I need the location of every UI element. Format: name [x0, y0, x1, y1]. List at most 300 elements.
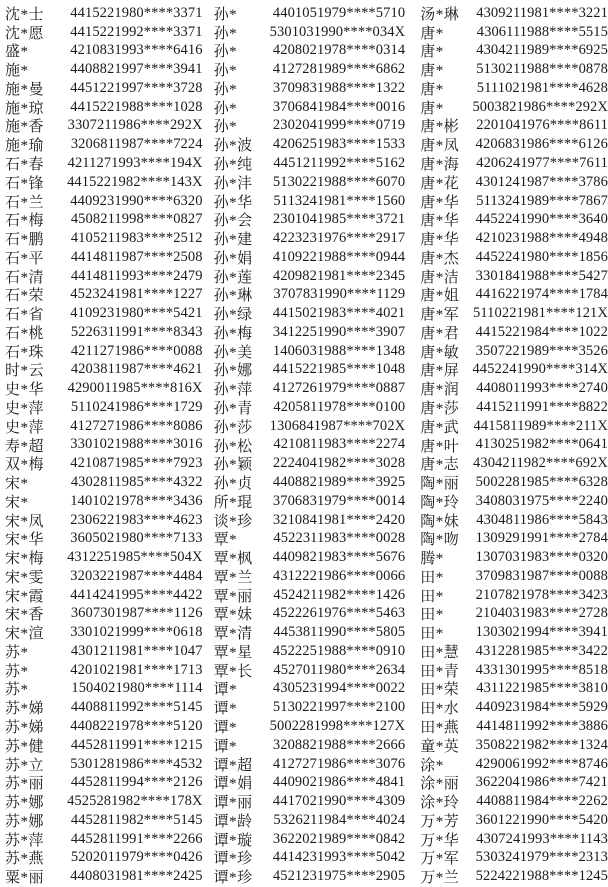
masked-id-number: 4312281985****3422 [475, 642, 608, 659]
masked-id-number: 4223231976****2917 [272, 230, 406, 247]
table-row [5, 436, 203, 455]
person-name: 苏*燕 [5, 851, 45, 868]
table-row [5, 154, 203, 173]
masked-id-number: 4453811990****5805 [273, 624, 406, 641]
table-row [420, 267, 608, 286]
table-row [5, 267, 203, 286]
masked-id-number: 4304211982****692X [473, 455, 608, 472]
person-name: 唐*彬 [420, 119, 460, 136]
person-name: 沈*士 [5, 6, 45, 23]
table-row [214, 79, 406, 98]
masked-id-number: 5002281998****127X [269, 717, 406, 734]
person-name: 史*萍 [5, 419, 45, 436]
masked-id-number: 4415221980****3371 [70, 4, 203, 21]
masked-id-number: 3307211986****292X [67, 117, 203, 134]
masked-id-number: 3206811987****7224 [70, 136, 203, 153]
person-name: 孙* [213, 81, 238, 98]
person-name: 宋*渲 [5, 626, 45, 643]
person-name: 陶*吻 [420, 532, 460, 549]
person-name: 孙*波 [213, 138, 253, 155]
masked-id-number: 5326211984****4024 [273, 811, 406, 828]
person-name: 孙*娜 [213, 363, 253, 380]
table-row [5, 623, 203, 642]
masked-id-number: 5226311991****8343 [70, 323, 203, 340]
table-row [420, 830, 608, 849]
person-name: 石*荣 [5, 288, 45, 305]
masked-id-number: 5111021981****4628 [476, 79, 608, 96]
masked-id-number: 4301211981****1047 [70, 642, 203, 659]
table-row [5, 773, 203, 792]
table-row [5, 586, 203, 605]
masked-id-number: 4414811992****3886 [476, 717, 608, 734]
person-name: 谭*珍 [213, 870, 253, 887]
table-row [420, 529, 608, 548]
table-row [420, 848, 608, 867]
person-name: 万*芳 [420, 813, 460, 830]
person-name: 孙*莎 [213, 419, 253, 436]
masked-id-number: 4210831993****6416 [70, 42, 203, 59]
table-row [5, 492, 203, 511]
masked-id-number: 4290061992****8746 [475, 755, 608, 772]
masked-id-number: 3301841988****5427 [475, 267, 608, 284]
table-row [420, 511, 608, 530]
masked-id-number: 5110221981****121X [473, 305, 608, 322]
table-row [420, 135, 608, 154]
masked-id-number: 1401021978****3436 [70, 492, 203, 509]
person-name: 施*瑜 [5, 138, 45, 155]
table-row [5, 811, 203, 830]
person-name: 施*香 [5, 119, 45, 136]
table-row [5, 680, 203, 699]
masked-id-number: 1504021980****1114 [71, 680, 203, 697]
person-name: 唐*君 [420, 325, 460, 342]
person-name: 施* [5, 63, 29, 80]
masked-id-number: 4201021981****1713 [70, 661, 203, 678]
masked-id-number: 4408821997****3941 [70, 61, 203, 78]
masked-id-number: 5301031990****034X [269, 23, 406, 40]
table-row [5, 60, 203, 79]
person-name: 谈*珍 [213, 513, 253, 530]
masked-id-number: 5113241981****1560 [273, 192, 406, 209]
person-name: 盛* [5, 44, 29, 61]
masked-id-number: 5130221997****2100 [272, 699, 406, 716]
table-row [420, 42, 608, 61]
table-row [214, 623, 406, 642]
masked-id-number: 5002281985****6328 [475, 474, 608, 491]
person-name: 童*英 [420, 738, 460, 755]
person-name: 覃*枫 [213, 551, 253, 568]
masked-id-number: 4508211998****0827 [70, 211, 203, 228]
person-name: 宋*华 [5, 532, 45, 549]
person-name: 谭*龄 [213, 813, 253, 830]
table-row [420, 417, 608, 436]
masked-id-number: 4525281982****178X [67, 793, 203, 810]
table-row [214, 567, 406, 586]
table-row [420, 23, 608, 42]
table-row [214, 680, 406, 699]
masked-id-number: 1309291991****2784 [475, 530, 608, 547]
masked-id-number: 4206241977****7611 [476, 155, 608, 171]
person-name: 史*华 [5, 382, 45, 399]
table-row [420, 436, 608, 455]
masked-id-number: 4109231980****5421 [70, 305, 203, 322]
masked-id-number: 4307241993****1143 [476, 830, 608, 847]
table-row [5, 210, 203, 229]
masked-id-number: 3709831988****1322 [272, 79, 406, 96]
person-name: 石*清 [5, 269, 45, 286]
person-name: 谭* [213, 682, 238, 699]
masked-id-number: 4409231984****5929 [475, 699, 608, 716]
table-row [5, 398, 203, 417]
person-name: 石*梅 [5, 213, 45, 230]
masked-id-number: 2104031983****2728 [475, 605, 608, 622]
table-row [5, 192, 203, 211]
table-row [214, 454, 406, 473]
person-name: 涂* [420, 757, 444, 774]
person-name: 腾* [420, 551, 444, 568]
table-row [420, 698, 608, 717]
person-name: 唐*海 [420, 157, 460, 174]
masked-id-number: 4522261976****5463 [272, 605, 406, 622]
table-row [5, 830, 203, 849]
person-name: 苏*立 [5, 757, 45, 774]
masked-id-number: 5303241979****2313 [475, 849, 608, 866]
masked-id-number: 4203811987****4621 [70, 361, 203, 378]
masked-id-number: 5110241986****1729 [70, 398, 203, 415]
masked-id-number: 5003821986****292X [472, 98, 608, 115]
masked-id-number: 2306221983****4623 [70, 511, 203, 528]
person-name: 唐*屏 [420, 363, 460, 380]
table-row [214, 117, 406, 136]
table-row [214, 267, 406, 286]
masked-id-number: 4211271986****0088 [70, 342, 203, 359]
person-name: 施*曼 [5, 81, 45, 98]
person-name: 孙*绿 [213, 307, 253, 324]
masked-id-number: 4415211991****8822 [476, 398, 608, 415]
table-row [5, 229, 203, 248]
person-name: 田*水 [420, 701, 460, 718]
person-name: 陶*妹 [420, 513, 460, 530]
table-row [5, 304, 203, 323]
person-name: 唐*军 [420, 307, 460, 324]
masked-id-number: 4408821989****3925 [272, 474, 406, 491]
masked-id-number: 4304211989****6925 [476, 42, 608, 59]
person-name: 谭*丽 [213, 795, 253, 812]
masked-id-number: 4414811987****2508 [70, 248, 203, 265]
person-name: 石*锋 [5, 175, 45, 192]
table-row [214, 323, 406, 342]
table-row [214, 755, 406, 774]
table-row [420, 586, 608, 605]
table-row [5, 379, 203, 398]
masked-id-number: 4414231993****5042 [272, 849, 406, 866]
table-row [214, 23, 406, 42]
table-row [5, 98, 203, 117]
person-name: 唐*志 [420, 457, 460, 474]
table-row [420, 248, 608, 267]
masked-id-number: 4127261979****0887 [272, 380, 406, 397]
masked-id-number: 4331301995****8518 [475, 661, 608, 678]
person-name: 时*云 [5, 363, 45, 380]
masked-id-number: 4408811992****5145 [70, 699, 203, 716]
masked-id-number: 4409231990****6320 [70, 192, 203, 209]
masked-id-number: 4527011980****2634 [273, 661, 406, 678]
table-row [5, 342, 203, 361]
table-row [420, 117, 608, 136]
person-name: 孙*华 [213, 194, 253, 211]
person-name: 田*青 [420, 663, 460, 680]
person-name: 唐*姐 [420, 288, 460, 305]
masked-id-number: 4290011985****816X [67, 380, 203, 397]
person-name: 覃* [213, 532, 238, 549]
table-row [214, 361, 406, 380]
masked-id-number: 4417021990****4309 [272, 793, 406, 810]
masked-id-number: 4415221988****1028 [70, 98, 203, 115]
masked-id-number: 4451211992****5162 [273, 155, 406, 171]
masked-id-number: 4304811986****5843 [476, 511, 608, 528]
person-name: 唐*花 [420, 175, 460, 192]
table-row [5, 567, 203, 586]
masked-id-number: 4205811978****0100 [273, 398, 406, 415]
masked-id-number: 4415221982****143X [67, 173, 203, 190]
person-name: 石*鹏 [5, 232, 45, 249]
person-name: 孙* [213, 63, 238, 80]
masked-id-number: 4452811991****2266 [70, 830, 203, 847]
table-row [214, 698, 406, 717]
masked-id-number: 4302811985****4322 [70, 474, 203, 491]
table-row [420, 755, 608, 774]
masked-id-number: 4105211983****2512 [70, 230, 203, 247]
person-name: 石*平 [5, 250, 45, 267]
table-row [420, 623, 608, 642]
table-row [214, 342, 406, 361]
table-row [420, 773, 608, 792]
table-row [214, 229, 406, 248]
table-row [5, 79, 203, 98]
table-row [420, 79, 608, 98]
table-row [214, 848, 406, 867]
table-row [420, 867, 608, 886]
table-row [214, 135, 406, 154]
masked-id-number: 3507221989****3526 [475, 342, 608, 359]
person-name: 涂*丽 [420, 776, 460, 793]
masked-id-number: 4312251985****504X [67, 549, 203, 566]
masked-id-number: 3709831987****0088 [475, 567, 608, 584]
table-row [214, 154, 406, 173]
table-row [214, 605, 406, 624]
person-name: 陶*丽 [420, 476, 460, 493]
table-row [214, 867, 406, 886]
person-name: 唐*敏 [420, 344, 460, 361]
person-name: 覃*兰 [213, 569, 253, 586]
table-row [214, 492, 406, 511]
person-name: 唐*华 [420, 232, 460, 249]
table-row [420, 285, 608, 304]
masked-id-number: 2302041999****0719 [272, 117, 406, 134]
table-row [214, 548, 406, 567]
person-name: 唐*杰 [420, 250, 460, 267]
person-name: 孙* [213, 100, 238, 117]
table-row [5, 361, 203, 380]
masked-id-number: 1307031983****0320 [475, 549, 608, 566]
masked-id-number: 4408011993****2740 [476, 380, 608, 397]
table-row [420, 792, 608, 811]
masked-id-number: 4211271993****194X [67, 155, 203, 171]
person-name: 孙*纯 [213, 157, 253, 174]
table-row [420, 4, 608, 23]
masked-id-number: 5202011979****0426 [70, 849, 203, 866]
masked-id-number: 4522251988****0910 [272, 642, 406, 659]
table-row [5, 529, 203, 548]
table-row [5, 417, 203, 436]
masked-id-number: 3301021999****0618 [70, 624, 203, 641]
masked-id-number: 1306841987****702X [269, 417, 406, 434]
person-name: 覃*长 [213, 663, 253, 680]
person-name: 苏*娣 [5, 719, 45, 736]
masked-id-number: 4415021983****4021 [272, 305, 406, 322]
masked-id-number: 4452241990****314X [472, 361, 608, 378]
person-name: 孙*莲 [213, 269, 253, 286]
list-column-2 [203, 4, 406, 887]
masked-id-number: 3605021980****7133 [70, 530, 203, 547]
table-row [214, 529, 406, 548]
person-name: 石*珠 [5, 344, 45, 361]
person-name: 唐*华 [420, 194, 460, 211]
person-name: 田* [420, 569, 444, 586]
person-name: 双*梅 [5, 457, 45, 474]
table-row [5, 285, 203, 304]
table-row [5, 135, 203, 154]
table-row [420, 736, 608, 755]
person-name: 谭*娟 [213, 776, 253, 793]
masked-id-number: 3706831979****0014 [272, 492, 406, 509]
person-name: 苏* [5, 644, 29, 661]
person-name: 孙*会 [213, 213, 253, 230]
masked-id-number: 2224041982****3028 [272, 455, 406, 472]
person-name: 所*琨 [213, 494, 253, 511]
table-row [5, 4, 203, 23]
table-row [214, 173, 406, 192]
table-row [5, 642, 203, 661]
masked-id-number: 4206831986****6126 [475, 136, 608, 153]
table-row [214, 511, 406, 530]
person-name: 孙*沣 [213, 175, 253, 192]
masked-id-number: 2107821978****3423 [475, 586, 608, 603]
person-name: 苏*丽 [5, 776, 45, 793]
person-name: 孙* [213, 6, 238, 23]
table-row [420, 173, 608, 192]
table-row [5, 792, 203, 811]
person-name: 孙*琳 [213, 288, 253, 305]
person-name: 史*萍 [5, 400, 45, 417]
masked-id-number: 4408221978****5120 [70, 717, 203, 734]
table-row [214, 473, 406, 492]
table-row [5, 755, 203, 774]
person-name: 孙*美 [213, 344, 253, 361]
person-name: 唐*叶 [420, 438, 460, 455]
masked-id-number: 2301041985****3721 [272, 211, 406, 228]
person-name: 孙* [213, 25, 238, 42]
table-row [5, 473, 203, 492]
masked-id-number: 5130221988****6070 [272, 173, 406, 190]
table-row [420, 548, 608, 567]
table-row [214, 642, 406, 661]
list-column-1 [0, 4, 203, 887]
masked-id-number: 4522311983****0028 [273, 530, 406, 547]
table-row [5, 848, 203, 867]
table-row [214, 792, 406, 811]
person-name: 田* [420, 588, 444, 605]
person-name: 粟*丽 [5, 870, 45, 887]
person-name: 苏*健 [5, 738, 45, 755]
person-name: 覃*妹 [213, 607, 253, 624]
masked-id-number: 3210841981****2420 [272, 511, 406, 528]
table-row [214, 398, 406, 417]
person-name: 苏*萍 [5, 832, 45, 849]
table-row [420, 60, 608, 79]
person-name: 石*春 [5, 157, 45, 174]
masked-id-number: 4415221985****1048 [272, 361, 406, 378]
table-row [214, 285, 406, 304]
person-name: 谭*璇 [213, 832, 253, 849]
masked-id-number: 4415221992****3371 [70, 23, 203, 40]
table-row [214, 661, 406, 680]
person-name: 陶*玲 [420, 494, 460, 511]
person-name: 宋*香 [5, 607, 45, 624]
person-name: 石*兰 [5, 194, 45, 211]
person-name: 苏*娣 [5, 701, 45, 718]
person-name: 宋* [5, 494, 29, 511]
person-name: 谭* [213, 701, 238, 718]
table-row [5, 173, 203, 192]
masked-id-number: 4416221974****1784 [475, 286, 608, 303]
masked-id-number: 4452241990****3640 [475, 211, 608, 228]
table-row [5, 661, 203, 680]
masked-id-number: 4452811991****1215 [70, 736, 203, 753]
masked-id-number: 4415221984****1022 [475, 323, 608, 340]
table-row [420, 642, 608, 661]
person-name: 孙*梅 [213, 325, 253, 342]
table-row [420, 717, 608, 736]
masked-id-number: 3622041986****7421 [475, 774, 608, 791]
table-row [420, 811, 608, 830]
masked-id-number: 3208821988****2666 [272, 736, 406, 753]
person-name: 万*华 [420, 832, 460, 849]
table-row [420, 379, 608, 398]
masked-id-number: 1406031988****1348 [272, 342, 406, 359]
table-row [420, 473, 608, 492]
masked-id-number: 3601221990****5420 [475, 811, 608, 828]
masked-id-number: 3706841984****0016 [272, 98, 406, 115]
table-row [5, 42, 203, 61]
table-row [5, 248, 203, 267]
person-name: 涂*玲 [420, 795, 460, 812]
masked-id-number: 3622021989****0842 [272, 830, 406, 847]
table-row [214, 304, 406, 323]
table-row [214, 248, 406, 267]
table-row [420, 398, 608, 417]
person-name: 谭* [213, 719, 238, 736]
person-name: 孙*颖 [213, 457, 253, 474]
person-name: 唐*华 [420, 213, 460, 230]
table-row [420, 192, 608, 211]
person-name: 石*省 [5, 307, 45, 324]
table-row [214, 60, 406, 79]
masked-id-number: 4305231994****0022 [272, 680, 406, 697]
masked-id-number: 4301241987****3786 [475, 173, 608, 190]
table-row [420, 210, 608, 229]
table-row [420, 304, 608, 323]
